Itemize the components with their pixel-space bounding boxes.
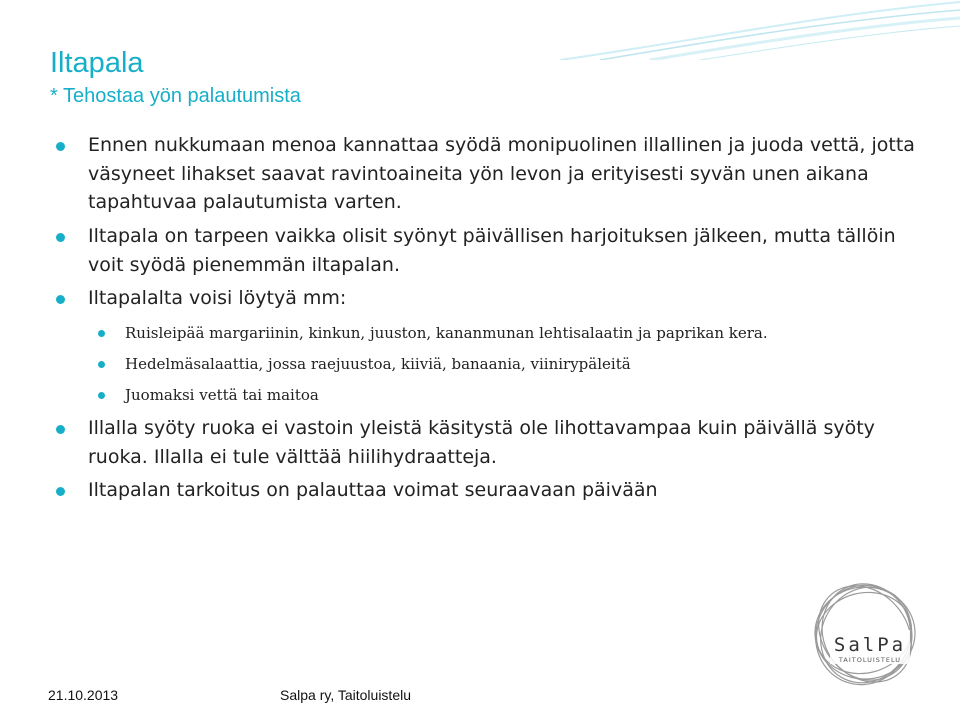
logo-tagline: TAITOLUISTELU xyxy=(838,656,902,664)
sub-bullet-item: Hedelmäsalaattia, jossa raejuustoa, kiiviä, banaania, viinirypäleitä xyxy=(125,355,631,373)
bullet-item: Illalla syöty ruoka ei vastoin yleistä käsitystä ole lihottavampaa kuin päivällä syöty ruoka. Illalla ei tule välttää hiilihydraatteja. xyxy=(88,417,875,468)
slide-title: Iltapala xyxy=(50,47,144,79)
bullet-dot xyxy=(56,425,65,434)
salpa-logo xyxy=(790,575,940,695)
footer-date: 21.10.2013 xyxy=(48,687,119,703)
bullet-item: Iltapalan tarkoitus on palauttaa voimat seuraavaan päivään xyxy=(88,479,658,501)
bullet-dot xyxy=(56,233,65,242)
bullet-dot xyxy=(56,142,65,151)
bullet-dot xyxy=(56,295,65,304)
footer-org: Salpa ry, Taitoluistelu xyxy=(280,687,411,703)
bullet-item: Ennen nukkumaan menoa kannattaa syödä monipuolinen illallinen ja juoda vettä, jotta väsyneet lihakset saavat ravintoaineita yön levon ja erityisesti syvän unen aikana tapahtuvaa palautumista varten. xyxy=(88,134,915,213)
sub-bullet-dot xyxy=(98,392,105,399)
sub-bullet-dot xyxy=(98,361,105,368)
logo-name: SalPa xyxy=(833,634,907,656)
sub-bullet-dot xyxy=(98,330,105,337)
sub-bullet-item: Ruisleipää margariinin, kinkun, juuston, kananmunan lehtisalaatin ja paprikan kera. xyxy=(125,324,768,342)
bullet-item: Iltapala on tarpeen vaikka olisit syönyt päivällisen harjoituksen jälkeen, mutta tällöin voit syödä pienemmän iltapalan. xyxy=(88,225,896,276)
bullet-dot xyxy=(56,487,65,496)
sub-bullet-item: Juomaksi vettä tai maitoa xyxy=(125,386,319,404)
slide-subtitle: * Tehostaa yön palautumista xyxy=(50,85,301,107)
bullet-item: Iltapalalta voisi löytyä mm: xyxy=(88,287,347,309)
